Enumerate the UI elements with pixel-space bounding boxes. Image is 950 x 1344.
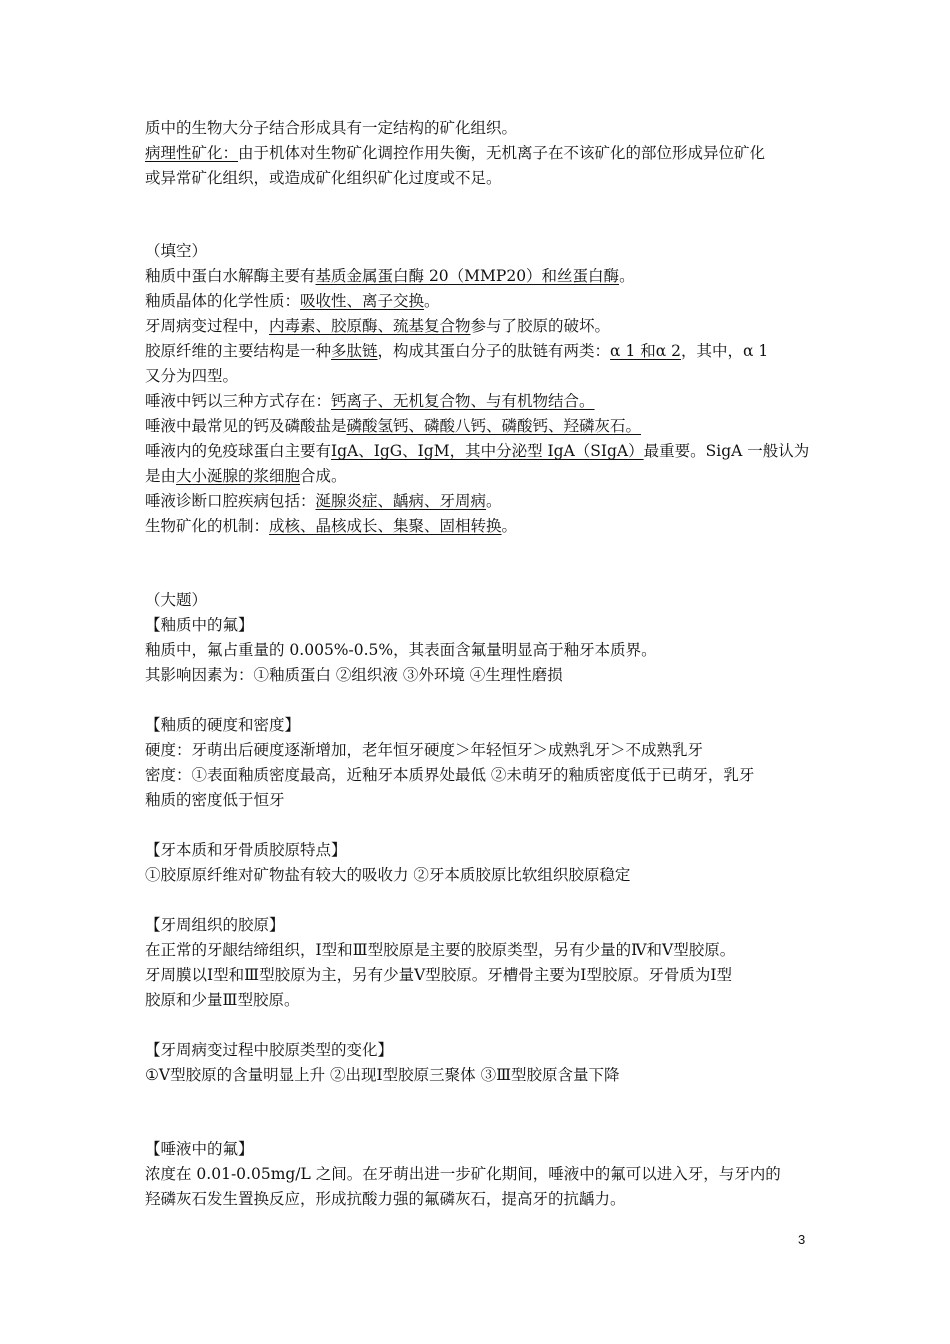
fill-item xyxy=(145,294,440,310)
paragraph-line xyxy=(145,668,563,684)
body-text: 牙周膜以Ⅰ型和Ⅲ型胶原为主，另有少量Ⅴ型胶原。牙槽骨主要为Ⅰ型胶原。牙骨质为Ⅰ型 xyxy=(145,966,733,984)
fill-item xyxy=(145,444,809,460)
question-text: 釉质中蛋白水解酶主要有 xyxy=(145,267,316,285)
section-heading-essay xyxy=(145,593,207,609)
paragraph-line xyxy=(145,868,630,884)
question-text: 又分为四型。 xyxy=(145,367,239,385)
question-text: 。 xyxy=(619,267,635,285)
answer-text: 成核、晶核成长、集聚、固相转换 xyxy=(269,517,502,535)
fill-item xyxy=(145,394,595,410)
answer-text: 钙离子、无机复合物、与有机物结合。 xyxy=(331,392,595,410)
answer-text: IgA、IgG、IgM，其中分泌型 IgA（SIgA） xyxy=(331,442,644,460)
fill-item xyxy=(145,519,517,535)
body-text: ①Ⅴ型胶原的含量明显上升 ②出现Ⅰ型胶原三聚体 ③Ⅲ型胶原含量下降 xyxy=(145,1066,620,1084)
question-text: 。 xyxy=(424,292,440,310)
body-text: 羟磷灰石发生置换反应，形成抗酸力强的氟磷灰石，提高牙的抗龋力。 xyxy=(145,1190,626,1208)
paragraph-line xyxy=(145,1167,781,1183)
question-text: 釉质晶体的化学性质： xyxy=(145,292,301,310)
question-text: ，构成其蛋白分子的肽链有两类： xyxy=(377,342,611,360)
essay-title-saliva-fluoride xyxy=(145,1142,254,1158)
paragraph-line xyxy=(145,743,703,759)
answer-text: 多肽链 xyxy=(331,342,378,360)
title-text: 【釉质的硬度和密度】 xyxy=(145,716,301,734)
answer-text: 磷酸氢钙、磷酸八钙、磷酸钙、羟磷灰石。 xyxy=(346,417,642,435)
fill-item xyxy=(145,494,502,510)
title-text: 【釉质中的氟】 xyxy=(145,616,254,634)
fill-item xyxy=(145,344,768,360)
section-heading-fill xyxy=(145,244,207,260)
essay-title-enamel-hardness xyxy=(145,718,300,734)
question-text: 牙周病变过程中， xyxy=(145,317,270,335)
fill-item xyxy=(145,419,641,435)
body-text: 在正常的牙龈结缔组织，Ⅰ型和Ⅲ型胶原是主要的胶原类型，另有少量的Ⅳ和Ⅴ型胶原。 xyxy=(145,941,736,959)
paragraph-line xyxy=(145,793,285,809)
answer-text: 内毒素、胶原酶、巯基复合物 xyxy=(269,317,471,335)
paragraph-line xyxy=(145,1192,626,1208)
question-text: 唾液内的免疫球蛋白主要有 xyxy=(145,442,332,460)
pathological-mineralization-term: 病理性矿化： xyxy=(145,144,239,162)
essay-title-enamel-fluoride xyxy=(145,618,254,634)
answer-text: 基质金属蛋白酶 20（MMP20）和丝蛋白酶 xyxy=(315,267,620,285)
paragraph-line xyxy=(145,146,765,162)
paragraph-line xyxy=(145,968,732,984)
question-text: 合成。 xyxy=(300,467,347,485)
body-text: 其影响因素为：①釉质蛋白 ②组织液 ③外环境 ④生理性磨损 xyxy=(145,666,563,684)
answer-text: 涎腺炎症、龋病、牙周病 xyxy=(315,492,487,510)
essay-title-dentin-collagen xyxy=(145,843,347,859)
heading-text: （大题） xyxy=(145,591,208,609)
question-text: 唾液中钙以三种方式存在： xyxy=(145,392,332,410)
title-text: 【牙本质和牙骨质胶原特点】 xyxy=(145,841,347,859)
body-text: 釉质中，氟占重量的 0.005%-0.5%，其表面含氟量明显高于釉牙本质界。 xyxy=(145,641,657,659)
title-text: 【牙周病变过程中胶原类型的变化】 xyxy=(145,1041,394,1059)
question-text: 参与了胶原的破坏。 xyxy=(470,317,611,335)
paragraph-line xyxy=(145,643,657,659)
paragraph-line xyxy=(145,1068,620,1084)
body-text: 胶原和少量Ⅲ型胶原。 xyxy=(145,991,300,1009)
question-text: 最重要。SigA 一般认为 xyxy=(643,442,810,460)
title-text: 【牙周组织的胶原】 xyxy=(145,916,285,934)
intro-text: 质中的生物大分子结合形成具有一定结构的矿化组织。 xyxy=(145,119,518,137)
body-text: ①胶原原纤维对矿物盐有较大的吸收力 ②牙本质胶原比软组织胶原稳定 xyxy=(145,866,631,884)
paragraph-line xyxy=(145,121,517,137)
essay-title-collagen-changes xyxy=(145,1043,393,1059)
paragraph-line xyxy=(145,768,754,784)
question-text: 生物矿化的机制： xyxy=(145,517,270,535)
fill-item xyxy=(145,269,635,285)
question-text: ，其中，α 1 xyxy=(681,342,769,360)
body-text: 硬度：牙萌出后硬度逐渐增加，老年恒牙硬度＞年轻恒牙＞成熟乳牙＞不成熟乳牙 xyxy=(145,741,704,759)
intro-text: 由于机体对生物矿化调控作用失衡，无机离子在不该矿化的部位形成异位矿化 xyxy=(238,144,766,162)
paragraph-line xyxy=(145,993,299,1009)
page-number: 3 xyxy=(798,1232,806,1247)
answer-text: 吸收性、离子交换 xyxy=(300,292,425,310)
fill-item-continuation xyxy=(145,469,347,485)
question-text: 。 xyxy=(486,492,502,510)
question-text: 胶原纤维的主要结构是一种 xyxy=(145,342,332,360)
question-text: 是由 xyxy=(145,467,177,485)
fill-item-continuation xyxy=(145,369,238,385)
essay-title-periodontal-collagen xyxy=(145,918,285,934)
paragraph-line xyxy=(145,943,735,959)
heading-text: （填空） xyxy=(145,242,208,260)
intro-text: 或异常矿化组织，或造成矿化组织矿化过度或不足。 xyxy=(145,169,502,187)
answer-text: α 1 和α 2 xyxy=(610,342,681,360)
paragraph-line xyxy=(145,171,502,187)
body-text: 密度：①表面釉质密度最高，近釉牙本质界处最低 ②未萌牙的釉质密度低于已萌牙，乳牙 xyxy=(145,766,755,784)
body-text: 釉质的密度低于恒牙 xyxy=(145,791,285,809)
question-text: 唾液中最常见的钙及磷酸盐是 xyxy=(145,417,347,435)
title-text: 【唾液中的氟】 xyxy=(145,1140,254,1158)
body-text: 浓度在 0.01-0.05mg/L 之间。在牙萌出进一步矿化期间，唾液中的氟可以进入牙，与牙内的 xyxy=(145,1165,781,1183)
fill-item xyxy=(145,319,610,335)
question-text: 唾液诊断口腔疾病包括： xyxy=(145,492,316,510)
question-text: 。 xyxy=(501,517,518,535)
answer-text: 大小涎腺的浆细胞 xyxy=(176,467,301,485)
